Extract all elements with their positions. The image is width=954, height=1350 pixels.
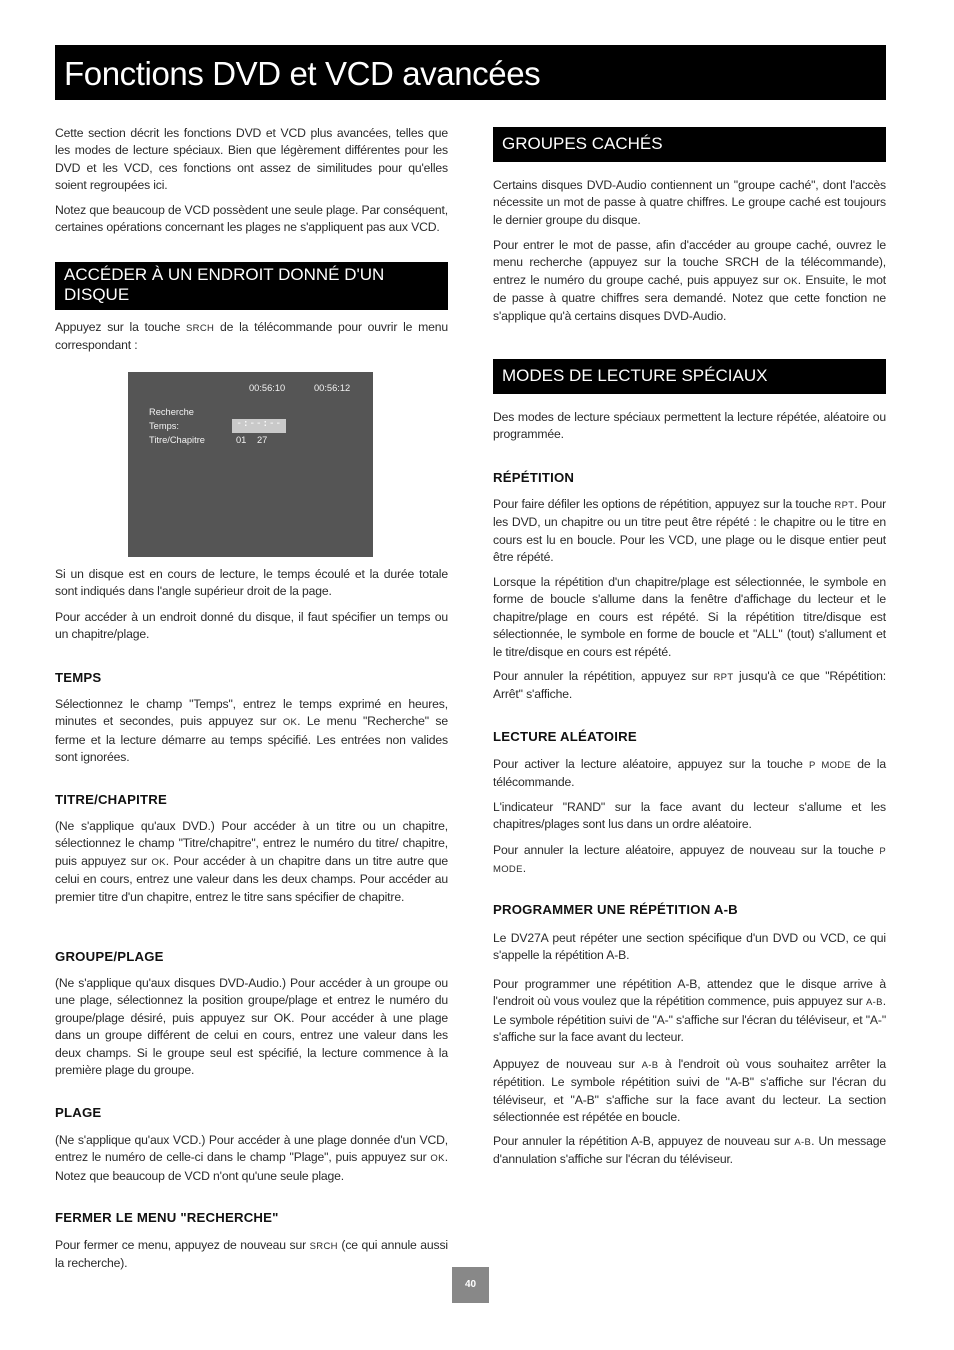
heading-repetition: RÉPÉTITION [493,470,575,485]
heading-temps: TEMPS [55,670,102,685]
heading-repetition-ab: PROGRAMMER UNE RÉPÉTITION A-B [493,902,738,917]
page-title: Fonctions DVD et VCD avancées [64,55,541,92]
section-heading-access: ACCÉDER À UN ENDROIT DONNÉ D'UN DISQUE [55,262,448,310]
ab-paragraph-4: Pour annuler la répétition A-B, appuyez de nouveau sur A-B. Un message d'annulation s'affiche sur l'écran du téléviseur. [493,1134,886,1167]
chapter-value[interactable]: 27 [257,435,268,445]
heading-groupe-plage: GROUPE/PLAGE [55,949,164,964]
page-number: 40 [452,1267,489,1303]
srch-key: SRCH [186,323,215,334]
ab-key: A-B [866,997,883,1009]
heading-fermer-menu: FERMER LE MENU "RECHERCHE" [55,1210,279,1225]
title-value[interactable]: 01 [236,435,247,445]
fermer-paragraph: Pour fermer ce menu, appuyez de nouveau sur SRCH (ce qui annule aussi la recherche). [55,1238,448,1271]
access-paragraph-3: Pour accéder à un endroit donné du disque, il faut spécifier un temps ou un chapitre/plage. [55,610,448,642]
aleatoire-paragraph-2: L'indicateur "RAND" sur la face avant du lecteur s'allume et les chapitres/plages sont lus dans un ordre aléatoire. [493,800,886,832]
ab-key: A-B [641,1060,659,1071]
temps-paragraph: Sélectionnez le champ "Temps", entrez le temps exprimé en heures, minutes et secondes, puis appuyez sur OK. Le menu "Recherche" se ferme et la lecture démarre au temps spécifié. Les entrées non valides sont ignorées. [55,697,448,765]
ok-key: OK [430,1153,445,1165]
title-chapter-label: Titre/Chapitre [149,435,205,445]
ab-paragraph-2: Pour programmer une répétition A-B, attendez que le disque arrive à l'endroit où vous voulez que la répétition commence, puis appuyez sur A-B. Le symbole répétition suivi de "A-" s'affiche sur l'écran du téléviseur, et "A-" s'affiche sur la face avant du lecteur. [493,977,886,1045]
search-menu-title: Recherche [149,407,194,417]
intro-paragraph-2: Notez que beaucoup de VCD possèdent une seule plage. Par conséquent, certaines opérations concernant les plages ne s'appliquent pas aux VCD. [55,203,448,235]
repetition-paragraph-1: Pour faire défiler les options de répétition, appuyez sur la touche RPT. Pour les DVD, un chapitre ou un titre peut être répété : le chapitre ou le titre en cours est lu en boucle. Pour les VCD, une plage ou le disque entier peut être répété. [493,497,886,565]
section-heading-modes: MODES DE LECTURE SPÉCIAUX [493,359,886,394]
repetition-paragraph-2: Lorsque la répétition d'un chapitre/plage est sélectionnée, le symbole en forme de boucle s'allume dans la fenêtre d'affichage du lecteur et le chapitre/plage en cours est répété. Si la répétition titre/disque est sélectionnée, le symbole en forme de boucle et "ALL" (tout) s'allument et le titre/disque en cours est répété. [493,575,886,659]
elapsed-time: 00:56:10 [249,383,286,393]
plage-paragraph: (Ne s'applique qu'aux VCD.) Pour accéder à une plage donnée d'un VCD, entrez le numéro de celle-ci dans le champ "Plage", puis appuyez sur OK. Notez que beaucoup de VCD n'ont qu'une seule plage. [55,1133,448,1183]
section-heading-groupes-caches: GROUPES CACHÉS [493,127,886,162]
ok-key: OK [282,717,298,729]
total-time: 00:56:12 [314,383,351,393]
ok-key: OK [151,856,166,868]
p-mode-key: P MODE [808,760,852,771]
groupe-paragraph: (Ne s'applique qu'aux disques DVD-Audio.) Pour accéder à un groupe ou une plage, sélectionnez la position groupe/plage et entrez le numéro du groupe/plage désiré, puis appuyez sur OK. Pour accéder à une plage dans un groupe différent de celui en cours, entrez une valeur dans les deux champs. Si le groupe seul est spécifié, la lecture commence à la première plage du groupe. [55,976,448,1078]
ab-key: A-B [794,1137,812,1148]
groupes-paragraph-2: Pour entrer le mot de passe, afin d'accéder au groupe caché, ouvrez le menu recherche (appuyez sur la touche SRCH de la télécommande), entrez le numéro du groupe caché, puis appuyez sur OK. Ensuite, le mot de passe à quatre chiffres sera demandé. Notez que cette fonction ne s'applique qu'à certains disques DVD-Audio. [493,238,886,323]
intro-paragraph-1: Cette section décrit les fonctions DVD et VCD plus avancées, telles que les modes de lecture spéciaux. Bien que légèrement différentes pour les DVD et les VCD, ces fonctions ont assez de similitudes pour qu'elles soient regroupées ici. [55,126,448,193]
repetition-paragraph-3: Pour annuler la répétition, appuyez sur RPT jusqu'à ce que "Répétition: Arrêt" s'affiche. [493,669,886,702]
heading-lecture-aleatoire: LECTURE ALÉATOIRE [493,729,637,744]
rpt-key: RPT [834,500,855,511]
ab-paragraph-1: Le DV27A peut répéter une section spécifique d'un DVD ou VCD, ce qui s'appelle la répétition A-B. [493,931,886,963]
titre-paragraph: (Ne s'applique qu'aux DVD.) Pour accéder à un titre ou un chapitre, sélectionnez le champ "Titre/chapitre", entrez le numéro du titre/ chapitre, puis appuyez sur OK. Pour accéder à un chapitre dans un titre autre que celui en cours, entrez une valeur dans les deux champs. Pour accéder au premier titre d'un chapitre, entrez le titre sans spécifier de chapitre. [55,819,448,904]
rpt-key: RPT [713,672,734,683]
ab-paragraph-3: Appuyez de nouveau sur A-B à l'endroit où vous souhaitez arrêter la répétition. Le symbole répétition suivi de "A-B" s'affiche sur l'écran du téléviseur, et "A-B" s'affiche sur la face avant du lecteur. La section sélectionnée est répétée en boucle. [493,1057,886,1125]
time-input-field[interactable]: -:--:-- [232,419,286,433]
access-paragraph-2: Si un disque est en cours de lecture, le temps écoulé et la durée totale sont indiqués dans l'angle supérieur droit de la page. [55,567,448,599]
aleatoire-paragraph-1: Pour activer la lecture aléatoire, appuyez sur la touche P MODE de la télécommande. [493,757,886,790]
p-mode-key: P MODE [493,846,886,876]
search-menu-screen [128,372,373,557]
aleatoire-paragraph-3: Pour annuler la lecture aléatoire, appuyez de nouveau sur la touche P MODE. [493,843,886,876]
heading-titre-chapitre: TITRE/CHAPITRE [55,792,167,807]
ok-key: OK [783,275,798,287]
srch-key: SRCH [309,1241,338,1252]
access-paragraph-1: Appuyez sur la touche SRCH de la télécommande pour ouvrir le menu correspondant : [55,320,448,353]
time-label: Temps: [149,421,179,431]
page-title-bar [55,45,886,100]
groupes-paragraph-1: Certains disques DVD-Audio contiennent un "groupe caché", dont l'accès nécessite un mot de passe à quatre chiffres. Le groupe caché est toujours le dernier groupe du disque. [493,178,886,227]
heading-plage: PLAGE [55,1105,102,1120]
modes-paragraph: Des modes de lecture spéciaux permettent la lecture répétée, aléatoire ou programmée. [493,410,886,442]
